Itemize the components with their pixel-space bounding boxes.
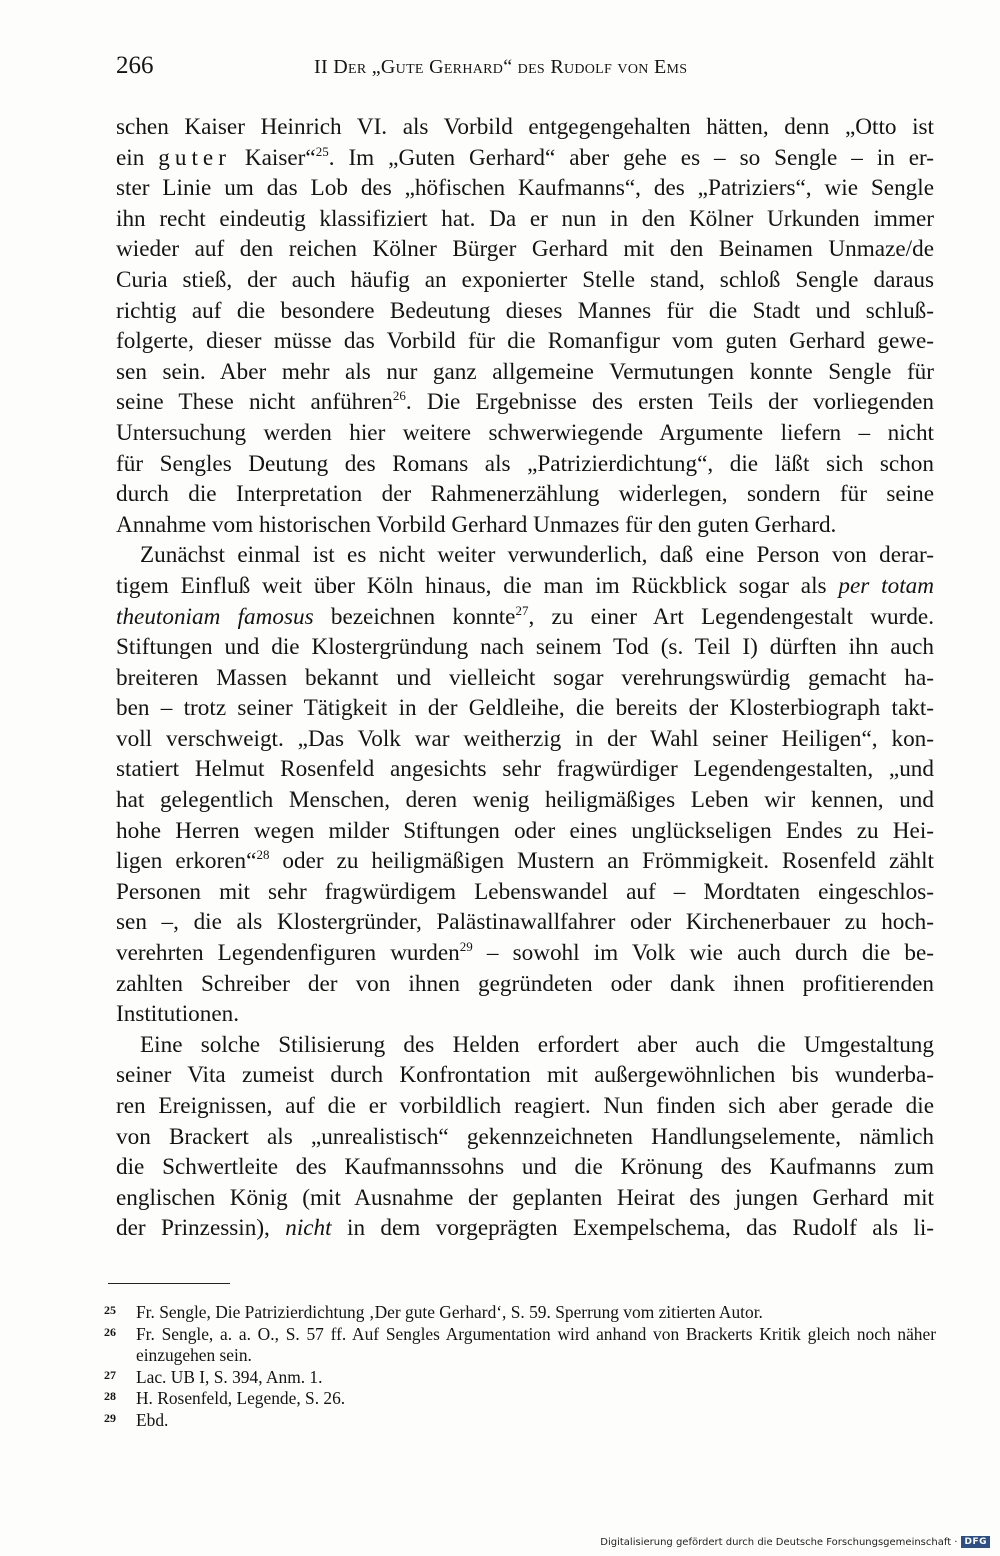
footnote-ref-27[interactable]: 27 <box>515 602 529 618</box>
text-run: Kaiser“ <box>244 144 316 171</box>
footnote-text: Fr. Sengle, Die Patrizierdichtung ‚Der gute Gerhard‘, S. 59. Sperrung vom zitierten Autor. <box>136 1302 763 1322</box>
text-line: hat gelegentlich Menschen, deren wenig heiligmäßiges Leben wir kennen, und <box>116 787 934 814</box>
paragraph-3 <box>116 1030 934 1244</box>
body-text <box>116 112 934 1244</box>
paragraph-1 <box>116 112 934 540</box>
text-run: bezeichnen konnte <box>330 603 516 630</box>
text-line: englischen König (mit Ausnahme der geplanten Heirat des jungen Gerhard mit <box>116 1184 934 1211</box>
dfg-logo-icon: DFG <box>961 1536 990 1548</box>
text-line: ster Linie um das Lob des „höfischen Kaufmanns“, des „Patriziers“, wie Sengle <box>116 175 934 202</box>
footnote-number: 29 <box>104 1410 116 1425</box>
text-line: folgerte, dieser müsse das Vorbild für die Romanfigur vom guten Gerhard gewe- <box>116 328 934 355</box>
text-line: hohe Herren wegen milder Stiftungen oder eines unglückseligen Endes zu Hei- <box>116 817 934 844</box>
running-title: II Der „Gute Gerhard“ des Rudolf von Ems <box>314 56 688 78</box>
text-line: die Schwertleite des Kaufmannssohns und die Krönung des Kaufmanns zum <box>116 1154 934 1181</box>
text-line: Institutionen. <box>116 1001 240 1028</box>
text-run: . Im „Guten Gerhard“ aber gehe es – so Sengle – in er- <box>328 144 935 171</box>
text-run: seine These nicht anführen <box>116 389 393 416</box>
footnote-rule <box>108 1283 230 1284</box>
text-line: statiert Helmut Rosenfeld angesichts sehr fragwürdiger Legendengestalten, „und <box>116 756 934 783</box>
text-run: oder zu heiligmäßigen Mustern an Frömmigkeit. Rosenfeld zählt <box>269 848 935 875</box>
footnote-28 <box>104 1388 936 1410</box>
text-line: durch die Interpretation der Rahmenerzählung widerlegen, sondern für seine <box>116 481 934 508</box>
text-run: – sowohl im Volk wie auch durch die be- <box>472 940 934 967</box>
footnote-text: Fr. Sengle, a. a. O., S. 57 ff. Auf Sengles Argumentation wird anhand von Brackerts Kritik gleich noch näher einzugehen sein. <box>136 1323 936 1366</box>
footnote-ref-29[interactable]: 29 <box>459 939 473 955</box>
digitization-credit <box>600 1536 990 1548</box>
text-line <box>116 602 934 633</box>
text-line: ren Ereignissen, auf die er vorbildlich reagiert. Nun finden sich aber gerade die <box>116 1093 934 1119</box>
text-line <box>116 143 934 174</box>
footnote-number: 27 <box>104 1367 116 1382</box>
text-line: schen Kaiser Heinrich VI. als Vorbild entgegengehalten hätten, denn „Otto ist <box>116 114 934 140</box>
text-line: ihn recht eindeutig klassifiziert hat. Da er nun in den Kölner Urkunden immer <box>116 205 934 232</box>
text-run: , zu einer Art Legendengestalt wurde. <box>528 603 934 630</box>
text-line: Curia stieß, der auch häufig an exponierter Stelle stand, schloß Sengle daraus <box>116 266 934 293</box>
footnotes <box>104 1302 936 1432</box>
footnote-number: 28 <box>104 1389 116 1404</box>
text-line: seiner Vita zumeist durch Konfrontation mit außergewöhnlichen bis wunderba- <box>116 1062 934 1089</box>
text-line: voll verschweigt. „Das Volk war weitherzig in der Wahl seiner Heiligen“, kon- <box>116 725 934 752</box>
footnote-number: 25 <box>104 1303 116 1317</box>
footnote-27 <box>104 1367 936 1389</box>
text-run: . Die Ergebnisse des ersten Teils der vorliegenden <box>405 389 934 416</box>
text-run: verehrten Legendenfiguren wurden <box>116 940 460 967</box>
footnote-number: 26 <box>104 1324 116 1339</box>
text-line <box>116 387 934 418</box>
footnote-ref-28[interactable]: 28 <box>256 847 270 863</box>
emphasis-italic: nicht <box>285 1215 332 1242</box>
text-line: ben – trotz seiner Tätigkeit in der Geldleihe, die bereits der Klosterbiograph takt- <box>116 695 934 722</box>
text-line: zahlten Schreiber der von ihnen gegründeten oder dank ihnen profitierenden <box>116 970 934 997</box>
text-run: ligen erkoren“ <box>116 848 257 875</box>
text-line <box>116 846 934 877</box>
text-run: in dem vorgeprägten Exempelschema, das Rudolf als li- <box>331 1215 934 1242</box>
text-line: sen sein. Aber mehr als nur ganz allgemeine Vermutungen konnte Sengle für <box>116 358 934 385</box>
text-line: breiteren Massen bekannt und vielleicht sogar verehrungswürdig gemacht ha- <box>116 664 934 691</box>
footnote-text: Lac. UB I, S. 394, Anm. 1. <box>136 1366 323 1387</box>
text-line <box>116 571 934 602</box>
footnote-text: Ebd. <box>136 1409 169 1430</box>
text-line: Personen mit sehr fragwürdigem Lebenswandel auf – Mordtaten eingeschlos- <box>116 878 934 905</box>
text-line: Zunächst einmal ist es nicht weiter verwunderlich, daß eine Person von derar- <box>140 542 934 569</box>
running-head <box>116 52 934 86</box>
paragraph-2 <box>116 540 934 1030</box>
text-line: Untersuchung werden hier weitere schwerwiegende Argumente liefern – nicht <box>116 419 934 446</box>
text-line: richtig auf die besondere Bedeutung dieses Mannes für die Stadt und schluß- <box>116 297 934 324</box>
text-line: Stiftungen und die Klostergründung nach seinem Tod (s. Teil I) dürften ihn auch <box>116 634 934 661</box>
footnote-26 <box>104 1324 936 1367</box>
footnote-25 <box>104 1302 936 1324</box>
text-line: wieder auf den reichen Kölner Bürger Gerhard mit den Beinamen Unmaze/de <box>116 236 934 263</box>
latin-quote: theutoniam famosus <box>116 603 314 630</box>
footnote-ref-25[interactable]: 25 <box>315 143 329 159</box>
text-line <box>116 1213 934 1244</box>
text-line: von Brackert als „unrealistisch“ gekennzeichneten Handlungselemente, nämlich <box>116 1123 934 1150</box>
latin-quote: per totam <box>838 572 934 599</box>
text-line: sen –, die als Klostergründer, Palästinawallfahrer oder Kirchenerbauer zu hoch- <box>116 909 934 936</box>
footnote-text: H. Rosenfeld, Legende, S. 26. <box>136 1388 346 1409</box>
credit-text: Digitalisierung gefördert durch die Deutsche Forschungsgemeinschaft · <box>600 1536 958 1548</box>
footnote-29 <box>104 1410 936 1432</box>
text-line: für Sengles Deutung des Romans als „Patrizierdichtung“, die läßt sich schon <box>116 450 934 477</box>
text-run: tigem Einfluß weit über Köln hinaus, die man im Rückblick sogar als <box>116 572 827 599</box>
text-line <box>116 938 934 969</box>
text-line: Eine solche Stilisierung des Helden erfordert aber auch die Umgestaltung <box>140 1031 934 1058</box>
text-line: Annahme vom historischen Vorbild Gerhard Unmazes für den guten Gerhard. <box>116 511 837 538</box>
emphasis-spaced: guter <box>158 144 231 171</box>
text-run: der Prinzessin), <box>116 1215 270 1242</box>
footnote-ref-26[interactable]: 26 <box>392 388 406 404</box>
page-number: 266 <box>116 52 154 79</box>
text-run: ein <box>116 144 145 171</box>
